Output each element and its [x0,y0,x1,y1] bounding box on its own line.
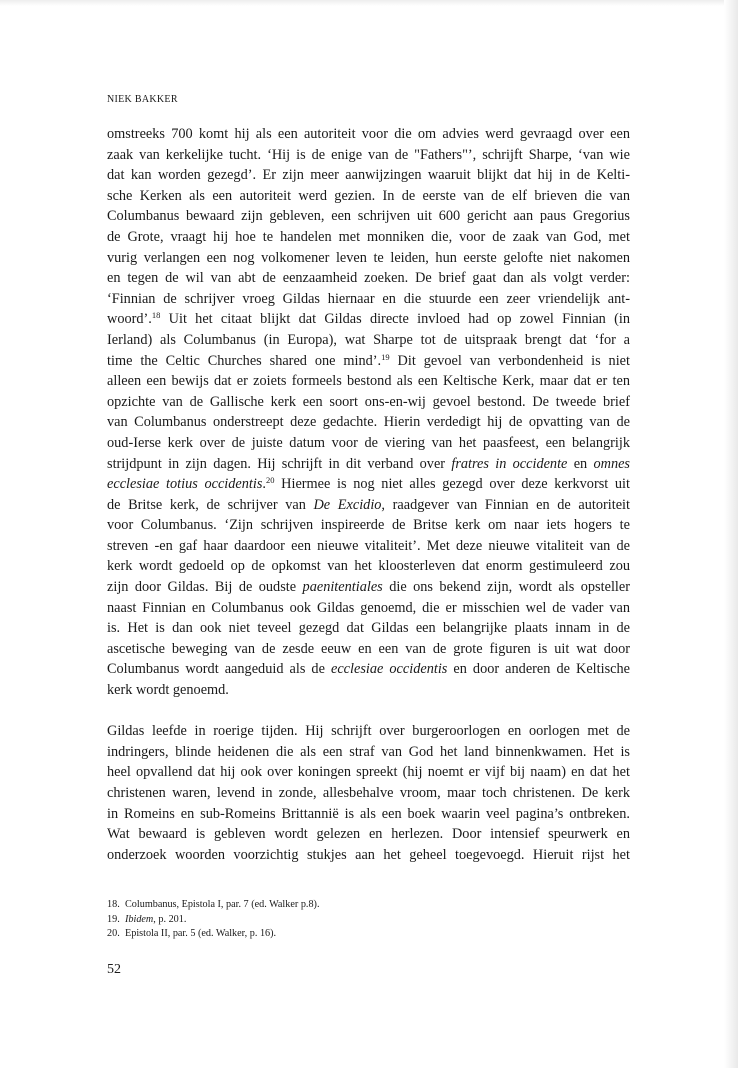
footnote [107,927,630,942]
scan-edge-shadow-top [0,0,738,6]
text-line: christenen waren, levend in zonde, allesbehalve vroom, maar toch christenen. De kerk [107,785,630,801]
text-line: oud-Ierse kerk over de juiste datum voor de viering van het paasfeest, een belangrijk [107,434,630,451]
italic-term: ecclesiae occidentis [330,661,448,678]
footnote-number: 19. [107,913,120,925]
text-line: zaak van kerkelijke tucht. ‘Hij is de enige van de "Fathers"’, schrijft Sharpe, ‘van wie [107,146,630,163]
text-line: onderzoek woorden voorzichtig stukjes aan het geheel toegevoegd. Hieruit rijst het [107,846,630,863]
text-line: naast Finnian en Columbanus ook Gildas genoemd, die er misschien wel de vader van [107,599,630,616]
text-line: alleen een bewijs dat er zoiets formeels bestond als een Keltische Kerk, maar dat er ten [107,373,630,390]
footnote-ref: 19 [381,351,390,362]
text-line: time the Celtic Churches shared one mind’.$^{19}$ Dit gevoel van verbondenheid is niet [107,351,630,369]
footnote-text: Epistola II, par. 5 (ed. Walker, p. 16). [125,928,277,939]
text-line: in Romeins en sub-Romeins Brittannië is als een boek waarin veel pagina’s ontbreken. [107,805,630,822]
footnote-text: Ibidem, p. 201. [125,913,187,925]
scan-edge-shadow-right [724,0,738,1068]
text-line: ‘Finnian de schrijver vroeg Gildas hiernaar en die stuurde een zeer vriendelijk ant- [107,290,630,307]
text-line: kerk wordt genoemd. [107,682,229,699]
footnote-number: 20. [107,928,120,939]
text-line: Wat bewaard is gebleven wordt gelezen en herlezen. Door intensief speurwerk en [107,826,630,843]
text-line: dat kan worden gezegd’. Er zijn meer aanwijzingen waaruit blijkt dat hij in de Kelti- [107,167,630,184]
footnote-ref: 18 [151,310,161,321]
running-head: NIEK BAKKER [107,94,178,105]
italic-term: omnes [593,455,630,472]
footnote [107,913,630,928]
text-line: Columbanus bewaard zijn gebleven, een schrijven uit 600 gericht aan paus Gregorius [107,208,630,225]
text-line: Columbanus wordt aangeduid als de ecclesiae occidentis en door anderen de Keltische [107,661,630,678]
footnote-number: 18. [107,899,120,910]
text-line: voor Columbanus. ‘Zijn schrijven inspireerde de Britse kerk om naar iets hogers te [107,517,630,534]
text-line: vurig verlangen een nog volkomener leven te leiden, hun eerste gelofte niet nakomen [107,249,630,266]
text-line: woord’.$^{18}$ Uit het citaat blijkt dat Gildas directe invloed had op zowel Finnian (in [107,310,630,328]
text-line: is. Het is dan ook niet teveel gezegd dat Gildas een belangrijke plaats innam in de [107,620,630,637]
italic-term: De Excidio, [313,496,386,513]
text-line: omstreeks 700 komt hij als een autoriteit voor die om advies werd gevraagd over een [107,126,630,142]
text-line: streven -en gaf haar daardoor een nieuwe vitaliteit’. Met deze nieuwe vitaliteit van de [107,537,630,554]
footnote [107,898,630,913]
text-line: Ierland) als Columbanus (in Europa), wat Sharpe tot de uitspraak brengt dat ‘for a [107,331,630,348]
italic-term: paenitentiales [302,579,383,596]
italic-term: ecclesiae totius occidentis [107,476,263,493]
text-line: en tegen de wil van abt de eenzaamheid zoeken. De brief gaat dan als volgt verder: [107,270,630,287]
text-line: zijn door Gildas. Bij de oudste paenitentiales die ons bekend zijn, wordt als opsteller [107,579,630,596]
italic-term: fratres in occidente [451,455,568,472]
text-line: de Grote, vraagt hij hoe te handelen met monniken die, voor de zaak van God, met [107,228,630,245]
page-number: 52 [107,962,121,977]
text-line: van Columbanus onderstreept deze gedachte. Hierin verdedigt hij de opvatting van de [107,414,630,431]
text-line: de Britse kerk, de schrijver van De Excidio, raadgever van Finnian en de autoriteit [107,496,630,513]
paragraph [107,124,630,701]
body-text [107,124,630,865]
text-line: heel opvallend dat hij ook over koningen spreekt (hij noemt er vijf bij naam) en dat het [107,764,630,781]
text-line: strijdpunt in zijn dagen. Hij schrijft in dit verband over fratres in occidente en omnes [107,455,630,472]
text-line: indringers, blinde heidenen die als een straf van God het land binnenkwamen. Het is [107,743,630,760]
footnote-ref: 20 [266,475,275,486]
footnotes [107,898,630,942]
footnote-text: Columbanus, Epistola I, par. 7 (ed. Walker p.8). [125,899,320,910]
text-line: ecclesiae totius occidentis.$^{20}$ Hiermee is nog niet alles gezegd over deze kerkvorst uit [107,475,630,493]
italic-term: Ibidem [125,913,154,925]
text-line: ascetische beweging van de zesde eeuw en een van de grote figuren is uit wat door [107,640,630,657]
text-line: opzichte van de Gallische kerk een soort ons-en-wij gevoel bestond. De tweede brief [107,393,630,410]
text-line: kerk wordt gedoeld op de opkomst van het kloosterleven dat enorm gestimuleerd zou [107,558,630,575]
text-line: Gildas leefde in roerige tijden. Hij schrijft over burgeroorlogen en oorlogen met de [107,723,630,740]
text-line: sche Kerken als een autoriteit werd gezien. In de eerste van de elf brieven die van [107,187,630,204]
paragraph [107,721,630,865]
